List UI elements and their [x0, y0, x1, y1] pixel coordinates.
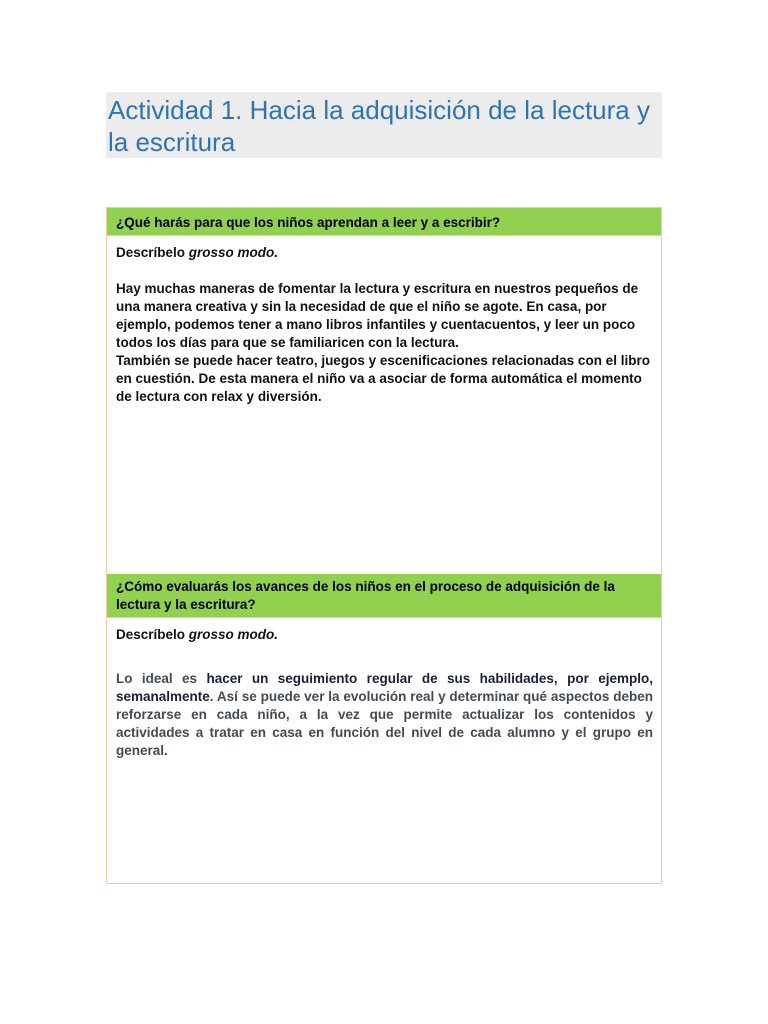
answer-2-rest: . Así se puede ver la evolución real y determinar qué aspectos deben reforzarse en cada niño, a la vez que permite actualizar los contenidos y actividades a tratar en casa en función del nivel de cada alumno y el grupo en general.	[116, 689, 653, 758]
answer-1-paragraph-1: Hay muchas maneras de fomentar la lectura y escritura en nuestros pequeños de una manera creativa y sin la necesidad de que el niño se agote. En casa, por ejemplo, podemos tener a mano libros infantiles y cuentacuentos, y leer un poco todos los días para que se familiaricen con la lectura.	[116, 281, 639, 350]
question-2-header	[107, 574, 661, 617]
describe-prompt-1	[116, 244, 653, 262]
answer-2-lead: Lo ideal es	[116, 671, 207, 686]
question-1-text: ¿Qué harás para que los niños aprendan a leer y a escribir?	[116, 215, 501, 230]
describe-em-1: grosso modo.	[188, 245, 279, 260]
answer-2-highlight: hacer un seguimiento regular de sus habilidades, por ejemplo, semanalmente	[116, 671, 653, 704]
answer-1-cell	[107, 235, 661, 574]
describe-prompt-2	[116, 626, 653, 644]
answer-2-paragraph	[116, 670, 653, 760]
answer-1-paragraph-2: También se puede hacer teatro, juegos y escenificaciones relacionadas con el libro en cuestión. De esta manera el niño va a asociar de forma automática el momento de lectura con relax y diversión.	[116, 353, 650, 404]
answer-2-cell	[107, 617, 661, 883]
describe-prefix-2: Descríbelo	[116, 627, 189, 642]
describe-prefix-1: Descríbelo	[116, 245, 189, 260]
document-title: Actividad 1. Hacia la adquisición de la lectura y la escritura	[108, 95, 650, 157]
describe-em-2: grosso modo.	[188, 627, 279, 642]
question-2-text: ¿Cómo evaluarás los avances de los niños en el proceso de adquisición de la lectura y la escritura?	[116, 579, 615, 612]
question-1-header	[107, 208, 661, 235]
title-box	[106, 92, 662, 158]
activity-table	[106, 207, 662, 884]
